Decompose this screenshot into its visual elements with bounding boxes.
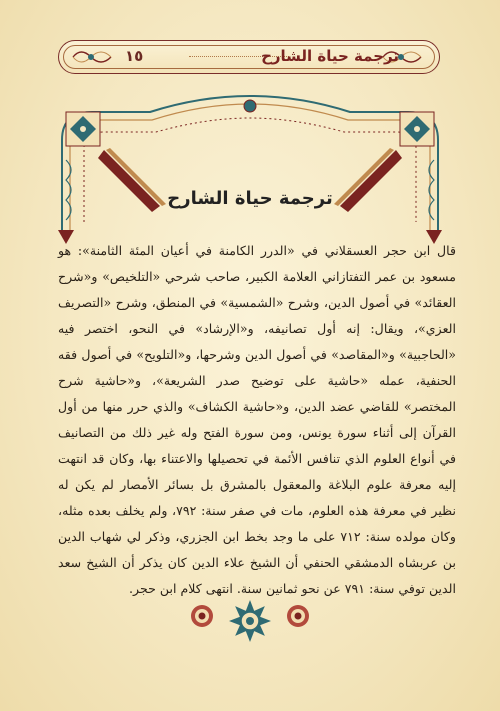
title-arch-frame-icon <box>0 0 500 260</box>
section-title: ترجمة حياة الشارح <box>167 188 333 209</box>
page-number: ١٥ <box>125 47 144 65</box>
header-title: ترجمة حياة الشارح <box>261 47 399 65</box>
body-text <box>58 238 456 602</box>
body-paragraph: قال ابن حجر العسقلاني في «الدرر الكامنة في أعيان المئة الثامنة»: هو مسعود بن عمر التفتازاني العلامة الكبير، صاحب شرحي «التلخيص» و«شرح العقائد» في أصول الدين، وشرح «الشمسية» في المنطق، وشرح «التصريف العزي»، ويقال: إنه أول تصانيفه، و«الإرشاد» في النحو، اختصر فيه «الحاجبية» و«المقاصد» في أصول الدين وشرحها، و«التلويح» في أصول فقه الحنفية، عمله «حاشية على توضيح صدر الشريعة»، و«حاشية شرح المختصر» للقاضي عضد الدين، و«حاشية الكشاف» والذي حرر منها من أول القرآن إلى أثناء سورة يونس، ومن سورة الفتح وله غير ذلك من التصانيف في أنواع العلوم الذي تنافس الأئمة في تحصيلها والاعتناء بها، وكان قد انتهت إليه معرفة علوم البلاغة والمعقول بالمشرق بل بسائر الأمصار لم يكن له نظير في معرفة هذه العلوم، مات في صفر سنة: ٧٩٢، ولم يخلف بعده مثله، وكان مولده سنة: ٧١٢ على ما وجد بخط ابن الجزري، وذكر لي شهاب الدين بن عربشاه الدمشقي الحنفي أن الشيخ علاء الدين كان يذكر أن الشيخ سعد الدين توفي سنة: ٧٩١ عن نحو ثمانين سنة. انتهى كلام ابن حجر. <box>58 243 456 596</box>
footer-small-rosette-left-icon <box>189 603 215 629</box>
footer-central-rosette-icon <box>227 598 273 644</box>
footer-small-rosette-right-icon <box>285 603 311 629</box>
